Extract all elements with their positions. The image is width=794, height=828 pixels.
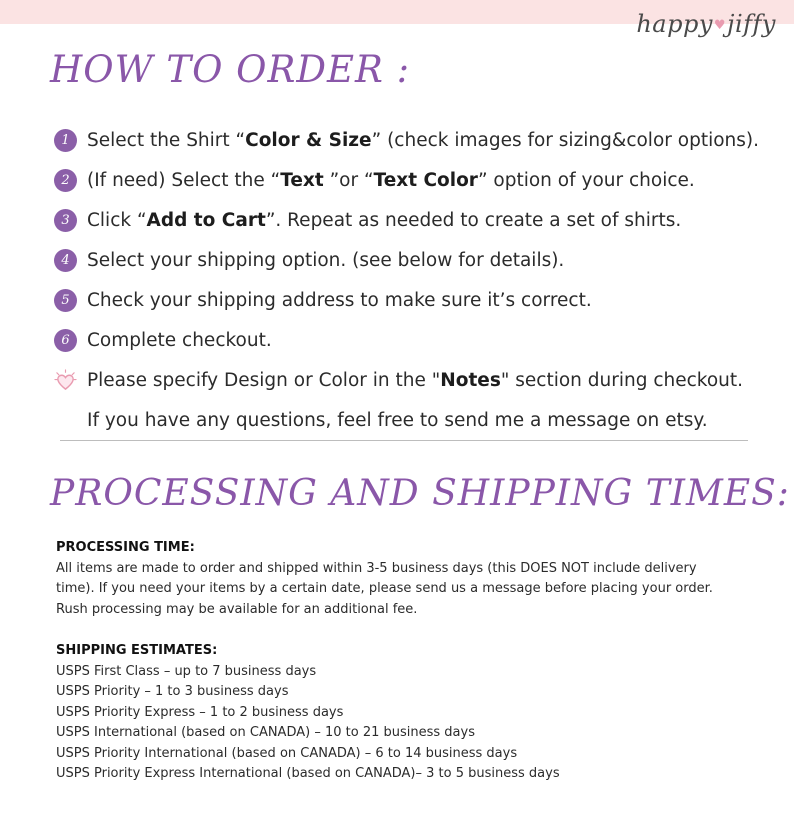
logo-text-jiffy: jiffy [727,10,776,38]
shipping-estimates-section [56,641,756,785]
step-1 [54,120,774,160]
estimate-item: USPS International (based on CANADA) – 10 to 21 business days [56,725,475,740]
step-number-badge: 2 [54,169,77,192]
step-text: Click “Add to Cart”. Repeat as needed to create a set of shirts. [87,209,682,231]
step-number-badge: 5 [54,289,77,312]
step-text: Check your shipping address to make sure it’s correct. [87,289,592,311]
step-5 [54,280,774,320]
brand-logo [636,10,776,38]
estimate-item: USPS First Class – up to 7 business days [56,663,317,679]
processing-line: time). If you need your items by a certain date, please send us a message before placing your order. [56,581,713,596]
logo-heart-icon: ♥ [713,18,727,33]
estimates-label: SHIPPING ESTIMATES: [56,643,218,658]
step-number-badge: 3 [54,209,77,232]
heart-icon [54,369,77,392]
estimate-item: USPS Priority Express – 1 to 2 business days [56,704,344,720]
processing-line: Rush processing may be available for an additional fee. [56,601,418,617]
step-text: Select the Shirt “Color & Size” (check images for sizing&color options). [87,129,759,151]
processing-section [56,538,756,620]
step-3 [54,200,774,240]
processing-line: All items are made to order and shipped within 3-5 business days (this DOES NOT include delivery [56,560,697,576]
step-number-badge: 4 [54,249,77,272]
order-heading: HOW TO ORDER : [50,48,411,91]
step-text: Complete checkout. [87,329,272,351]
order-steps [54,120,774,440]
note-line [54,360,774,400]
estimate-item: USPS Priority Express International (based on CANADA)– 3 to 5 business days [56,766,560,781]
processing-label: PROCESSING TIME: [56,540,195,555]
step-2 [54,160,774,200]
estimate-item: USPS Priority International (based on CANADA) – 6 to 14 business days [56,745,518,761]
estimate-item: USPS Priority – 1 to 3 business days [56,684,289,699]
step-text: Select your shipping option. (see below for details). [87,249,565,271]
step-number-badge: 1 [54,129,77,152]
step-6 [54,320,774,360]
step-text: (If need) Select the “Text ”or “Text Color” option of your choice. [87,169,695,191]
contact-line: If you have any questions, feel free to send me a message on etsy. [87,409,708,431]
step-4 [54,240,774,280]
note-text: Please specify Design or Color in the "Notes" section during checkout. [87,369,744,391]
section-divider [60,440,748,441]
shipping-heading: PROCESSING AND SHIPPING TIMES: [50,473,790,514]
logo-text-happy: happy [636,10,713,38]
step-number-badge: 6 [54,329,77,352]
